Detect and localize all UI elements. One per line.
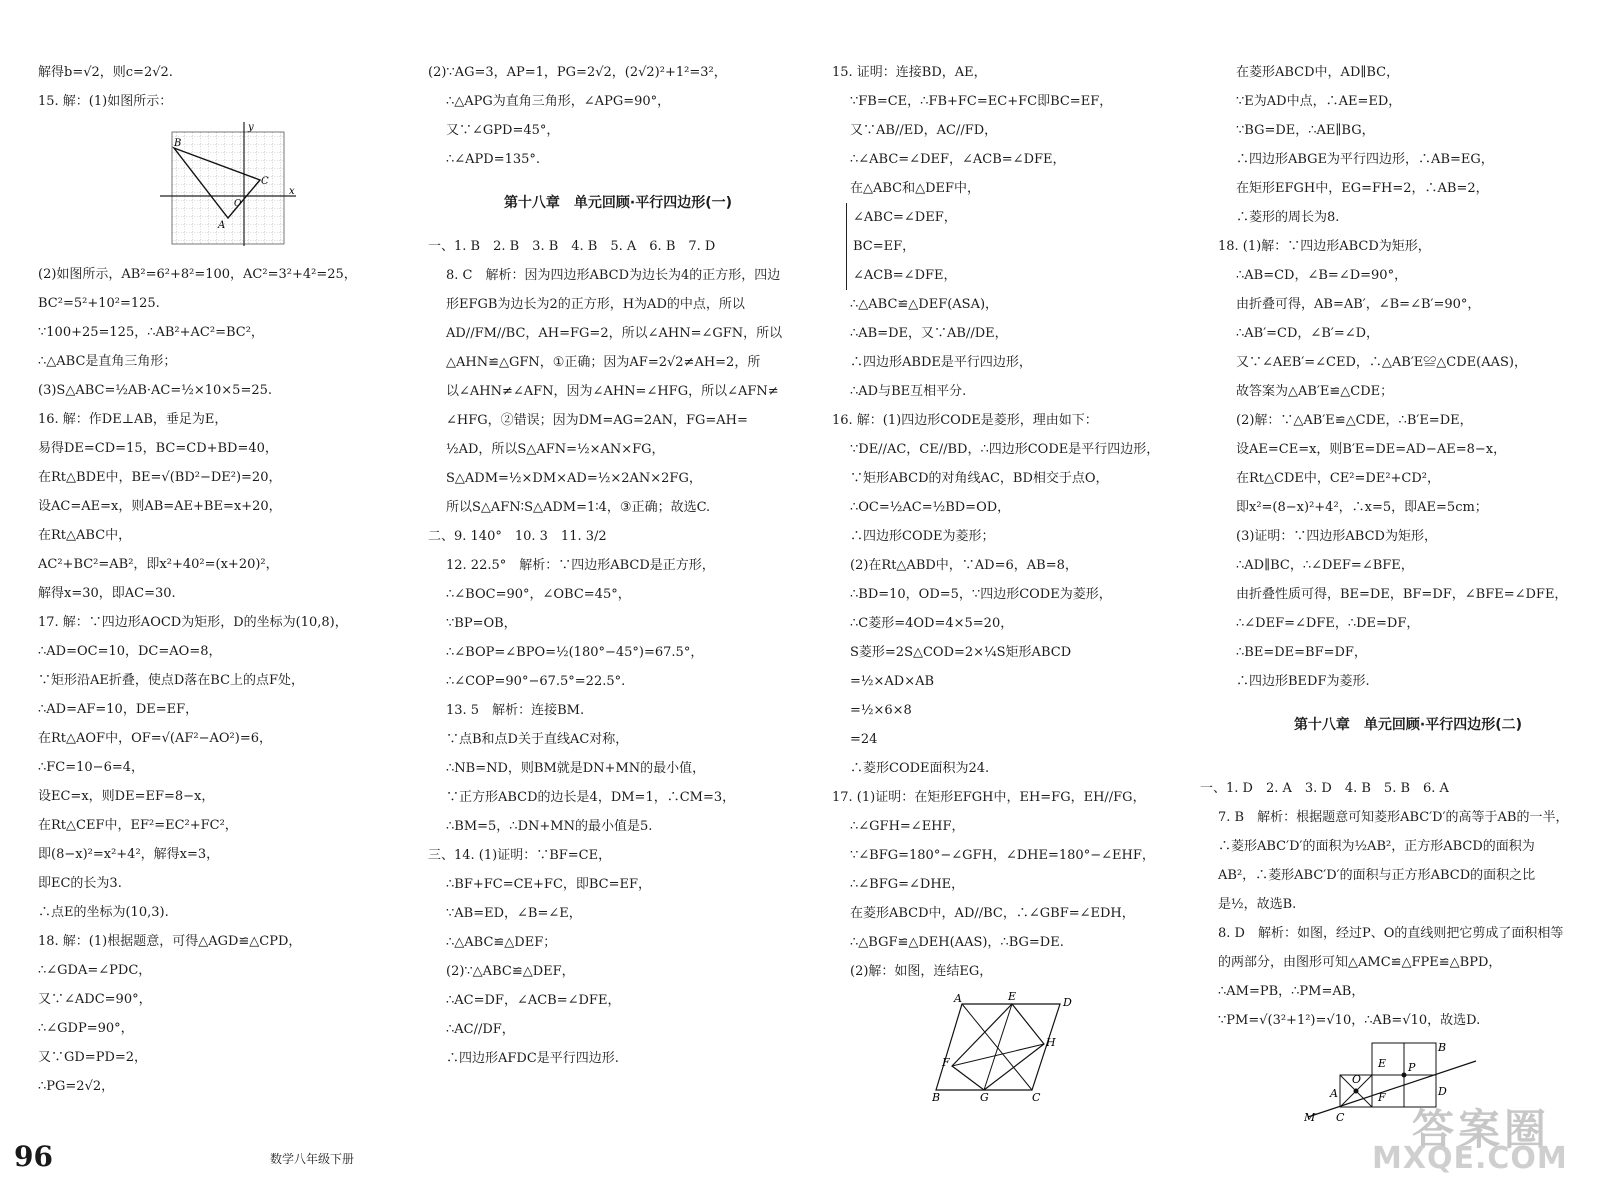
text-line: ∵100+25=125，∴AB²+AC²=BC²， xyxy=(38,325,264,340)
text-line: 在菱形ABCD中，AD∥BC， xyxy=(1236,65,1400,80)
text-line: 二、9. 140° 10. 3 11. 3/2 xyxy=(428,529,607,544)
text-line: ∵BP=OB， xyxy=(446,616,517,631)
fig-label: D xyxy=(1063,996,1072,1009)
text-line: AB²，∴菱形ABC′D′的面积与正方形ABCD的面积之比 xyxy=(1218,868,1536,883)
text-line: ∵正方形ABCD的边长是4，DM=1，∴CM=3， xyxy=(446,790,736,805)
text-line: 即x²=(8−x)²+4²，∴x=5，即AE=5cm； xyxy=(1236,500,1488,515)
text-line: ∴∠GFH=∠EHF， xyxy=(850,819,965,834)
text-line: 又∵∠GPD=45°， xyxy=(446,123,560,138)
text-line: 在菱形ABCD中，AD//BC，∴∠GBF=∠EDH， xyxy=(850,906,1135,921)
text-line: ½AD，所以S△AFN=½×AN×FG， xyxy=(446,442,665,457)
text-line: 16. 解：作DE⊥AB，垂足为E， xyxy=(38,412,228,427)
text-line: 又∵GD=PD=2， xyxy=(38,1050,148,1065)
text-line: ∴AB=DE，又∵AB//DE， xyxy=(850,326,1008,341)
text-line: ∴△ABC≌△DEF(ASA)， xyxy=(850,297,999,312)
text-line: ∴四边形ABDE是平行四边形， xyxy=(850,355,1032,370)
text-line: S菱形=2S△COD=2×¼S矩形ABCD xyxy=(850,645,1072,660)
text-line: 又∵∠AEB′=∠CED，∴△AB′E≌△CDE(AAS)， xyxy=(1236,355,1527,370)
text-line: ∴AB′=CD，∠B′=∠D， xyxy=(1236,326,1380,341)
text-line: =24 xyxy=(850,732,878,747)
text-line: ∴∠DEF=∠DFE，∴DE=DF， xyxy=(1236,616,1420,631)
text-line: AC²+BC²=AB²，即x²+40²=(x+20)²， xyxy=(38,557,279,572)
text-line: ∴AD∥BC，∴∠DEF=∠BFE， xyxy=(1236,558,1414,573)
text-line: 以∠AHN≠∠AFN，因为∠AHN=∠HFG，所以∠AFN≠ xyxy=(446,384,779,399)
fig-label: B xyxy=(174,138,182,149)
text-line: 18. 解：(1)根据题意，可得△AGD≌△CPD， xyxy=(38,934,302,949)
col2-block-b xyxy=(428,232,808,1073)
text-line: ∴△ABC≌△DEF； xyxy=(446,935,557,950)
fig-label: C xyxy=(261,176,269,187)
text-line: ∴AD=AF=10，DE=EF， xyxy=(38,702,199,717)
text-line: 所以S△AFN∶S△ADM=1∶4，③正确；故选C. xyxy=(446,500,711,515)
text-line: 15. 解：(1)如图所示： xyxy=(38,94,173,109)
text-line: 在Rt△BDE中，BE=√(BD²−DE²)=20， xyxy=(38,470,282,485)
text-line: 在Rt△CEF中，EF²=EC²+FC²， xyxy=(38,818,238,833)
text-line: (2)解：∵△AB′E≌△CDE，∴B′E=DE， xyxy=(1236,413,1473,428)
watermark xyxy=(1322,1097,1582,1177)
fig-label: y xyxy=(248,122,254,133)
text-line: ∴∠BOC=90°，∠OBC=45°， xyxy=(446,587,631,602)
col1-block-a xyxy=(38,58,418,116)
text-line: ∴∠BFG=∠DHE， xyxy=(850,877,965,892)
fig-label: M xyxy=(1304,1111,1316,1121)
text-line: ∴AC=DF，∠ACB=∠DFE， xyxy=(446,993,621,1008)
text-line: ∵BG=DE，∴AE∥BG， xyxy=(1236,123,1375,138)
text-line: ∴AD=OC=10，DC=AO=8， xyxy=(38,644,222,659)
text-line: ∠HFG，②错误；因为DM=AG=2AN，FG=AH= xyxy=(446,413,748,428)
fig-label: O xyxy=(234,199,242,209)
col4-block-a xyxy=(1218,58,1598,696)
text-line: ∴∠COP=90°−67.5°=22.5°. xyxy=(446,674,626,689)
text-line: 即(8−x)²=x²+4²，解得x=3， xyxy=(38,847,220,862)
text-line: 设AE=CE=x，则B′E=DE=AD−AE=8−x， xyxy=(1236,442,1507,457)
fig-label: A xyxy=(954,992,962,1005)
col3-block-a xyxy=(832,58,1212,986)
text-line: 在矩形EFGH中，EG=FH=2，∴AB=2， xyxy=(1236,181,1489,196)
text-line: ∵点B和点D关于直线AC对称， xyxy=(446,732,629,747)
text-line: ∴FC=10−6=4， xyxy=(38,760,144,775)
text-line: ∴AD与BE互相平分. xyxy=(850,384,967,399)
text-line: ∴∠ABC=∠DEF，∠ACB=∠DFE， xyxy=(850,152,1066,167)
fig-label: x xyxy=(289,186,295,197)
text-line: 在△ABC和△DEF中， xyxy=(850,181,981,196)
text-line: =½×6×8 xyxy=(850,703,912,718)
page-number: 96 xyxy=(14,1140,53,1173)
text-line: 16. 解：(1)四边形CODE是菱形，理由如下： xyxy=(832,413,1098,428)
text-line: ∴NB=ND，则BM就是DN+MN的最小值， xyxy=(446,761,706,776)
watermark-text: 答案圈 xyxy=(1412,1105,1551,1154)
text-line: 是½，故选B. xyxy=(1218,897,1297,912)
text-line: ∴AM=PB，∴PM=AB， xyxy=(1218,984,1365,999)
fig-label: B xyxy=(1438,1041,1447,1054)
text-line: ∵PM=√(3²+1²)=√10，∴AB=√10，故选D. xyxy=(1218,1013,1481,1028)
text-line: ∴∠BOP=∠BPO=½(180°−45°)=67.5°， xyxy=(446,645,704,660)
text-line: (3)S△ABC=½AB·AC=½×10×5=25. xyxy=(38,383,273,398)
text-line: ∴∠APD=135°. xyxy=(446,152,541,167)
text-line: 由折叠可得，AB=AB′，∠B=∠B′=90°， xyxy=(1236,297,1481,312)
text-line: ∠ACB=∠DFE， xyxy=(846,261,1212,290)
text-line: AD//FM//BC，AH=FG=2，所以∠AHN=∠GFN，所以 xyxy=(446,326,783,341)
text-line: (2)如图所示，AB²=6²+8²=100，AC²=3²+4²=25， xyxy=(38,267,357,282)
footer-book-title: 数学八年级下册 xyxy=(270,1152,355,1166)
text-line: 13. 5 解析：连接BM. xyxy=(446,703,585,718)
text-line: (2)∵AG=3，AP=1，PG=2√2，(2√2)²+1²=3²， xyxy=(428,65,727,80)
text-line: ∴∠GDP=90°， xyxy=(38,1021,134,1036)
coordinate-grid-figure xyxy=(160,120,300,252)
fig-label: D xyxy=(1438,1085,1447,1098)
text-line: 形EFGB为边长为2的正方形，H为AD的中点，所以 xyxy=(446,297,745,312)
text-line: 设EC=x，则DE=EF=8−x， xyxy=(38,789,215,804)
text-line: ∵FB=CE，∴FB+FC=EC+FC即BC=EF， xyxy=(850,94,1113,109)
text-line: △AHN≌△GFN，①正确；因为AF=2√2≠AH=2，所 xyxy=(446,355,761,370)
text-line: ∴BM=5，∴DN+MN的最小值是5. xyxy=(446,819,653,834)
text-line: ∵E为AD中点，∴AE=ED， xyxy=(1236,94,1402,109)
column-2 xyxy=(428,58,808,1073)
text-line: ∴菱形ABC′D′的面积为½AB²，正方形ABCD的面积为 xyxy=(1218,839,1535,854)
text-line: ∴C菱形=4OD=4×5=20， xyxy=(850,616,1014,631)
fig-label: P xyxy=(1408,1061,1416,1074)
text-line: ∴AB=CD，∠B=∠D=90°， xyxy=(1236,268,1408,283)
text-line: (2)在Rt△ABD中，∵AD=6，AB=8， xyxy=(850,558,1078,573)
section-title: 第十八章 单元回顾·平行四边形(一) xyxy=(503,195,733,211)
text-line: ∴△BGF≌△DEH(AAS)，∴BG=DE. xyxy=(850,935,1064,950)
text-line: ∴PG=2√2， xyxy=(38,1079,115,1094)
text-line: ∵AB=ED，∠B=∠E， xyxy=(446,906,582,921)
fig-label: C xyxy=(1032,1091,1041,1102)
text-line: 易得DE=CD=15，BC=CD+BD=40， xyxy=(38,441,278,456)
text-line: ∵矩形沿AE折叠，使点D落在BC上的点F处， xyxy=(38,673,305,688)
text-line: 三、14. (1)证明：∵BF=CE， xyxy=(428,848,612,863)
fig-label: G xyxy=(980,1091,989,1102)
text-line: BC²=5²+10²=125. xyxy=(38,296,160,311)
text-line: =½×AD×AB xyxy=(850,674,935,689)
watermark-url: MXQE.COM xyxy=(1372,1141,1568,1176)
text-line: (3)证明：∵四边形ABCD为矩形， xyxy=(1236,529,1437,544)
text-line: ∴∠GDA=∠PDC， xyxy=(38,963,152,978)
text-line: ∴OC=½AC=½BD=OD， xyxy=(850,500,1011,515)
column-3 xyxy=(832,58,1212,1110)
text-line: 8. D 解析：如图，经过P、O的直线则把它剪成了面积相等 xyxy=(1218,926,1564,941)
fig-label: O xyxy=(1352,1073,1362,1086)
text-line: 17. (1)证明：在矩形EFGH中，EH=FG，EH//FG， xyxy=(832,790,1146,805)
text-line: ∴四边形ABGE为平行四边形，∴AB=EG， xyxy=(1236,152,1494,167)
text-line: ∴菱形的周长为8. xyxy=(1236,210,1340,225)
text-line: 在Rt△CDE中，CE²=DE²+CD²， xyxy=(1236,471,1441,486)
text-line: 12. 22.5° 解析：∵四边形ABCD是正方形， xyxy=(446,558,715,573)
text-line: S△ADM=½×DM×AD=½×2AN×2FG， xyxy=(446,471,702,486)
col4-block-b xyxy=(1200,774,1598,1035)
text-line: 又∵AB//ED，AC//FD， xyxy=(850,123,998,138)
text-line: 故答案为△AB′E≌△CDE； xyxy=(1236,384,1394,399)
col2-block-a xyxy=(428,58,808,174)
text-line: 解得b=√2，则c=2√2. xyxy=(38,65,173,80)
fig-label: F xyxy=(942,1056,950,1069)
text-line: ∠ABC=∠DEF， xyxy=(846,203,1212,232)
fig-label: E xyxy=(1008,990,1017,1003)
text-line: ∵矩形ABCD的对角线AC，BD相交于点O， xyxy=(850,471,1109,486)
text-line: ∴四边形BEDF为菱形. xyxy=(1236,674,1370,689)
fig-label: B xyxy=(932,1091,941,1102)
rhombus-rectangle-figure xyxy=(932,990,1082,1102)
text-line: 解得x=30，即AC=30. xyxy=(38,586,176,601)
text-line: 8. C 解析：因为四边形ABCD为边长为4的正方形，四边 xyxy=(446,268,781,283)
fig-label: E xyxy=(1378,1057,1387,1070)
text-line: ∴四边形CODE为菱形； xyxy=(850,529,995,544)
text-line: ∴点E的坐标为(10,3). xyxy=(38,905,169,920)
fig-label: A xyxy=(218,220,226,231)
text-line: 设AC=AE=x，则AB=AE+BE=x+20， xyxy=(38,499,282,514)
text-line: 的两部分，由图形可知△AMC≌△FPE≌△BPD， xyxy=(1218,955,1502,970)
fig-label: H xyxy=(1046,1036,1056,1049)
text-line: ∴BE=DE=BF=DF， xyxy=(1236,645,1367,660)
text-line: ∴四边形AFDC是平行四边形. xyxy=(446,1051,619,1066)
text-line: (2)解：如图，连结EG， xyxy=(850,964,993,979)
text-line: ∴BF+FC=CE+FC，即BC=EF， xyxy=(446,877,652,892)
text-line: 7. B 解析：根据题意可知菱形ABC′D′的高等于AB的一半， xyxy=(1218,810,1569,825)
text-line: 由折叠性质可得，BE=DE，BF=DF，∠BFE=∠DFE， xyxy=(1236,587,1568,602)
text-line: 一、1. D 2. A 3. D 4. B 5. B 6. A xyxy=(1200,781,1449,796)
text-line: ∴△APG为直角三角形，∠APG=90°， xyxy=(446,94,671,109)
col1-block-b xyxy=(38,260,418,1101)
text-line: 在Rt△AOF中，OF=√(AF²−AO²)=6， xyxy=(38,731,273,746)
text-line: 17. 解：∵四边形AOCD为矩形，D的坐标为(10,8)， xyxy=(38,615,348,630)
text-line: ∴BD=10，OD=5，∵四边形CODE为菱形， xyxy=(850,587,1112,602)
text-line: 18. (1)解：∵四边形ABCD为矩形， xyxy=(1218,239,1431,254)
text-line: BC=EF， xyxy=(846,232,1212,261)
text-line: ∵∠BFG=180°−∠GFH，∠DHE=180°−∠EHF， xyxy=(850,848,1155,863)
text-line: 即EC的长为3. xyxy=(38,876,122,891)
text-line: ∵DE//AC，CE//BD，∴四边形CODE是平行四边形， xyxy=(850,442,1160,457)
text-line: 一、1. B 2. B 3. B 4. B 5. A 6. B 7. D xyxy=(428,239,716,254)
text-line: 15. 证明：连接BD，AE， xyxy=(832,65,987,80)
text-line: 又∵∠ADC=90°， xyxy=(38,992,152,1007)
fig-label: C xyxy=(1336,1111,1345,1121)
text-line: ∴菱形CODE面积为24. xyxy=(850,761,990,776)
text-line: (2)∵△ABC≌△DEF， xyxy=(446,964,575,979)
fig-label: A xyxy=(1330,1087,1338,1100)
text-line: 在Rt△ABC中， xyxy=(38,528,132,543)
text-line: ∴AC//DF， xyxy=(446,1022,515,1037)
text-line: ∴△ABC是直角三角形； xyxy=(38,354,177,369)
column-1 xyxy=(38,58,418,1101)
column-4 xyxy=(1200,58,1598,1129)
section-title: 第十八章 单元回顾·平行四边形(二) xyxy=(1293,717,1523,733)
fig-label: F xyxy=(1378,1091,1386,1104)
